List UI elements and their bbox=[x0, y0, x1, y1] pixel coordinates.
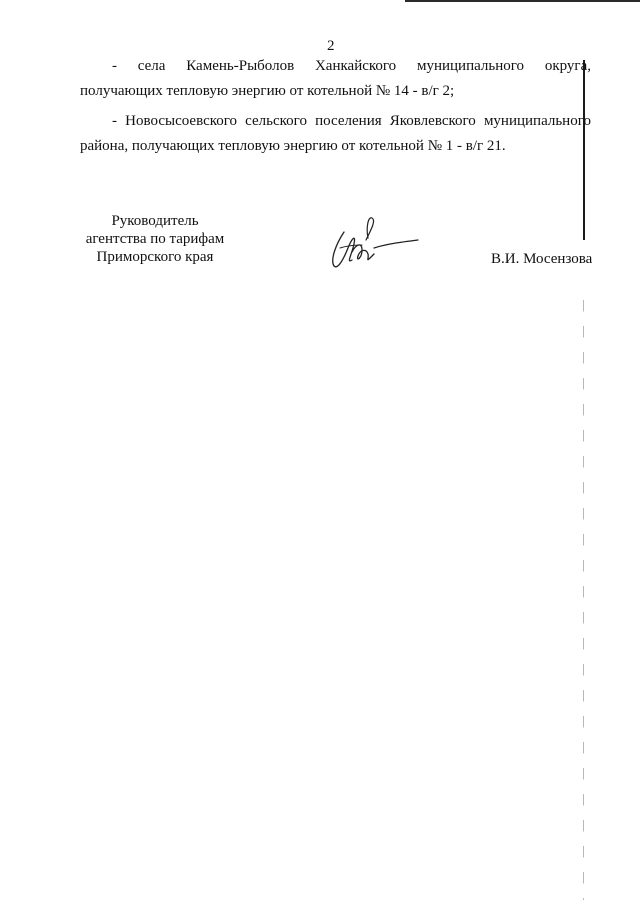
paragraph-novosysoevskoe bbox=[80, 112, 591, 155]
signatory-title-line: агентства по тарифам bbox=[85, 231, 225, 247]
signer-name: В.И. Мосензова bbox=[491, 251, 593, 267]
page-number: 2 bbox=[327, 38, 335, 54]
signatory-title bbox=[70, 212, 240, 266]
signatory-title-line: Приморского края bbox=[96, 249, 214, 265]
paragraph-line: - Новосысоевского сельского поселения Яковлевского муниципального bbox=[112, 113, 591, 129]
paragraph-line: - села Камень-Рыболов Ханкайского муниципального округа, bbox=[112, 58, 591, 74]
paragraph-line: получающих тепловую энергию от котельной № 14 - в/г 2; bbox=[80, 83, 455, 99]
handwritten-signature bbox=[322, 214, 422, 272]
paragraph-kamen-rybolov bbox=[80, 57, 591, 100]
scan-top-edge bbox=[405, 0, 640, 2]
scan-margin-dots bbox=[583, 300, 584, 900]
signatory-title-line: Руководитель bbox=[111, 213, 199, 229]
paragraph-line: района, получающих тепловую энергию от котельной № 1 - в/г 21. bbox=[80, 138, 506, 154]
